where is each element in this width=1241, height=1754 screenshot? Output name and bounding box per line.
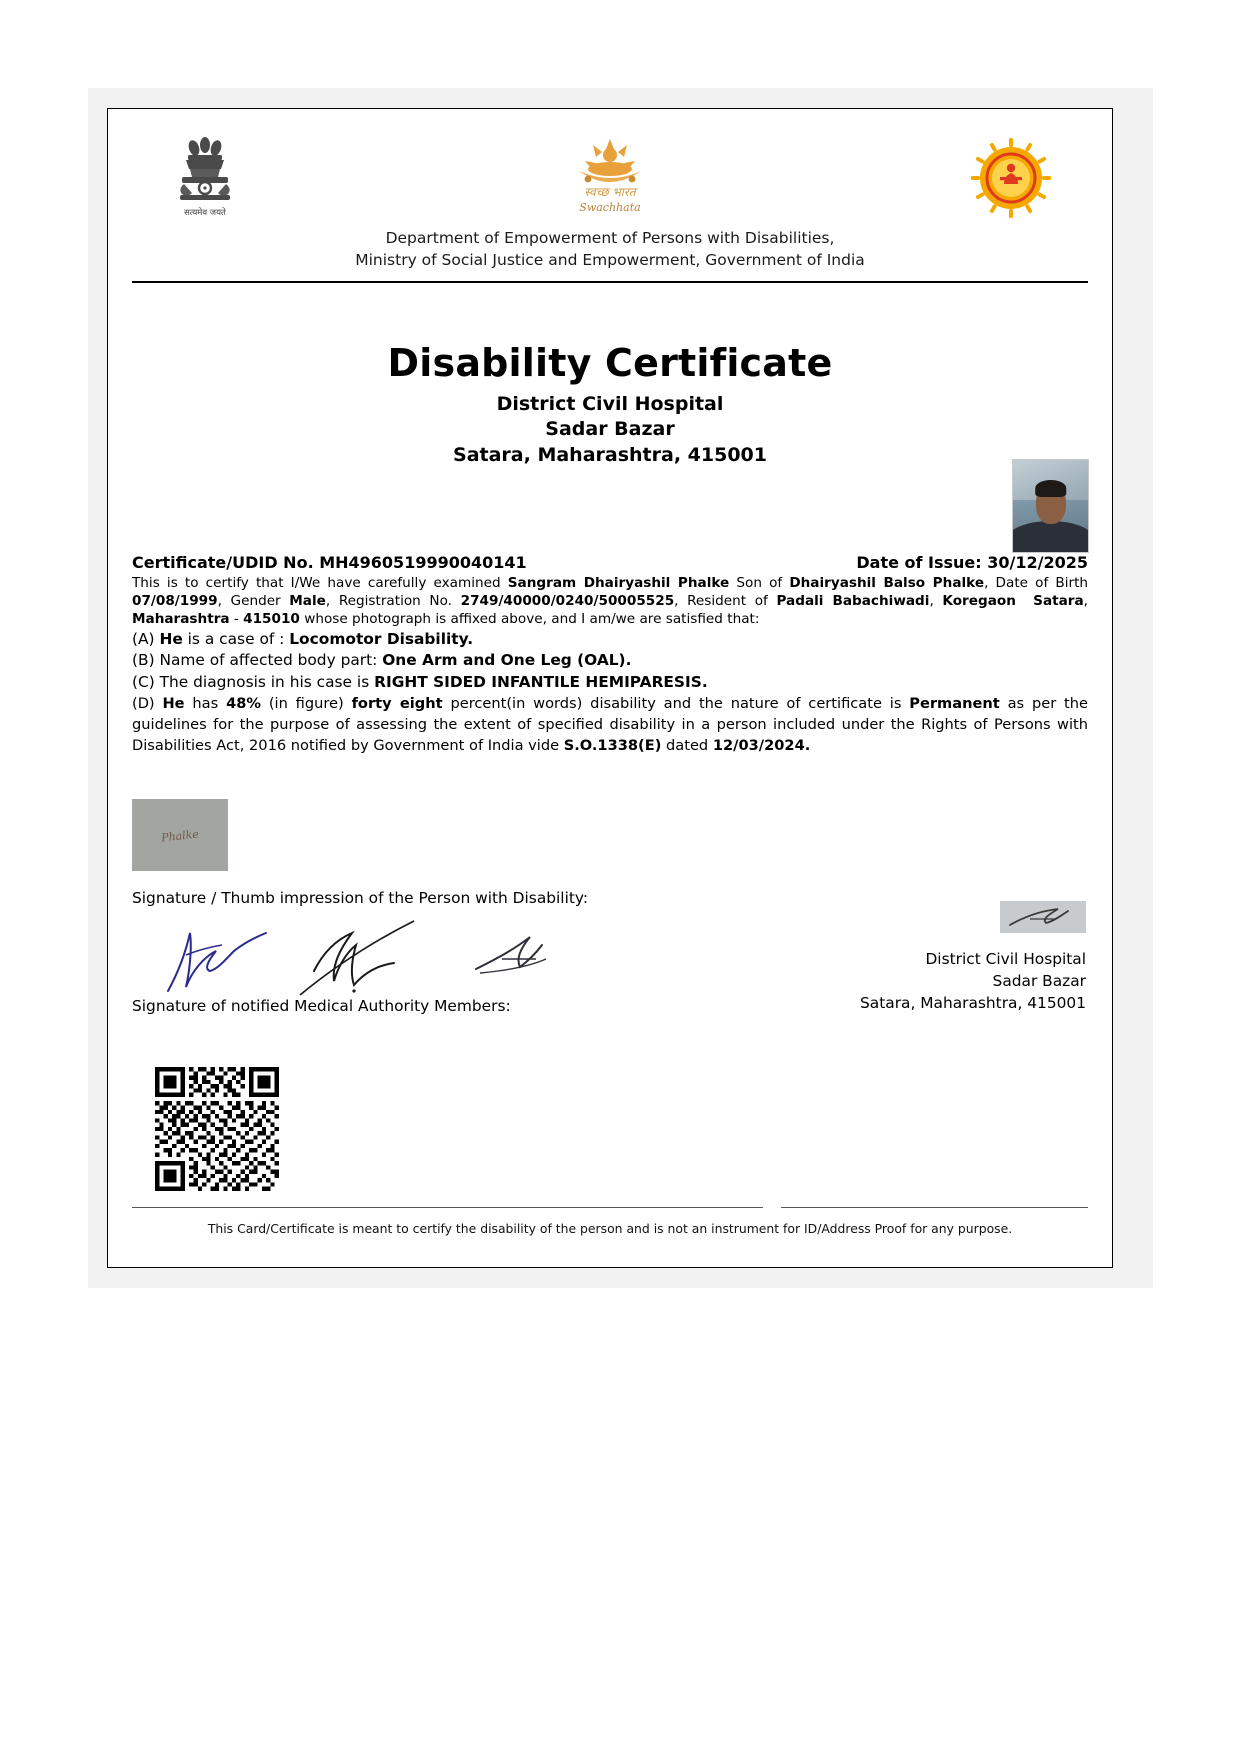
svg-text:सत्यमेव जयते: सत्यमेव जयते [184, 208, 226, 218]
in-figure-label: (in figure) [261, 695, 352, 713]
person-signature-label: Signature / Thumb impression of the Person with Disability: [132, 889, 589, 907]
so-number: S.O.1338(E) [563, 736, 662, 754]
clause-d-pronoun: He [162, 695, 185, 713]
authority-line-2: Sadar Bazar [992, 971, 1086, 990]
signature-member-2 [294, 911, 454, 1005]
authority-line-1: District Civil Hospital [925, 950, 1086, 968]
clause-d [132, 694, 1088, 756]
person-name: Sangram Dhairyashil Phalke [507, 575, 730, 591]
thumb-impression-mark: Phalke [160, 828, 200, 845]
authority-line-3: Satara, Maharashtra, 415001 [860, 993, 1086, 1012]
header-line-2: Ministry of Social Justice and Empowerment, Government of India [355, 251, 865, 269]
india-state-emblem-icon [168, 131, 242, 231]
issuing-hospital-address-2: Satara, Maharashtra, 415001 [453, 443, 767, 466]
clause-a-prefix: (A) [132, 629, 160, 648]
applicant-photo [1012, 459, 1089, 553]
clause-c-prefix: (C) The diagnosis in his case is [132, 673, 375, 692]
gender-value: Male [289, 593, 326, 610]
footer-disclaimer: This Card/Certificate is meant to certify the disability of the person and is not an instrument for ID/Address Proof for any purpose. [207, 1221, 1013, 1236]
certificate-nature: Permanent [909, 695, 1000, 713]
intro-suffix: whose photograph is affixed above, and I am/we are satisfied that: [299, 611, 760, 628]
clause-d-suffix: as per the guidelines for the purpose of assessing the extent of specified disability in a person included under the Rights of Persons with Disabilities Act, 2016 notified by Government of India vide [132, 695, 1089, 754]
resident-label: , Resident of [674, 593, 777, 610]
registration-number: 2749/40000/0240/50005525 [460, 593, 675, 610]
svg-text:Swachhata: Swachhata [579, 201, 641, 214]
footer-divider [132, 1207, 1088, 1209]
address-village: Padali Babachiwadi [776, 593, 930, 610]
examination-statement: This is to certify that I/We have carefully examined Sangram Dhairyashil Phalke Son of Dhairyashil Balso Phalke, Date of Birth 07/08/1999, Gender Male, Registration No. 2749/40000/0240/50005525, Resident of Padali Babachiwadi, Koregaon Satara, Maharashtra - 415010 whose photograph is affixed above, and I am/we are satisfied that: [132, 575, 1089, 628]
registration-label: , Registration No. [325, 593, 461, 610]
disability-type: Locomotor Disability. [289, 629, 474, 648]
gender-label: , Gender [217, 593, 290, 610]
page-title: Disability Certificate [387, 341, 833, 385]
udid-sun-logo-icon [970, 137, 1052, 223]
affected-body-part: One Arm and One Leg (OAL). [382, 651, 632, 670]
disability-percentage-words: forty eight [351, 695, 443, 713]
svg-text:स्वच्छ भारत: स्वच्छ भारत [584, 185, 636, 199]
swachh-bharat-logo-icon [555, 135, 665, 225]
clause-b-prefix: (B) Name of affected body part: [132, 651, 383, 670]
udid-number: Certificate/UDID No. MH4960519990040141 [132, 553, 527, 572]
header-line-1: Department of Empowerment of Persons with Disabilities, [385, 229, 835, 247]
relation-word: Son of [729, 575, 790, 591]
thumb-impression-box [132, 799, 228, 871]
emblem-row [132, 109, 1088, 239]
ministry-header [108, 227, 1112, 271]
signature-member-1 [160, 911, 290, 1001]
header-divider [132, 281, 1088, 283]
diagnosis: RIGHT SIDED INFANTILE HEMIPARESIS. [374, 673, 708, 692]
father-name: Dhairyashil Balso Phalke [789, 575, 985, 591]
disability-percentage: 48% [226, 695, 261, 713]
qr-code[interactable] [155, 1067, 279, 1191]
authority-signature-stamp [1000, 901, 1086, 933]
intro-prefix: This is to certify that I/We have carefully examined [132, 575, 508, 591]
address-taluka: Koregaon [942, 593, 1016, 610]
medical-authority-signatures [132, 911, 602, 997]
date-of-issue: Date of Issue: 30/12/2025 [856, 553, 1088, 572]
clause-c [132, 672, 1088, 694]
clause-a-pronoun: He [159, 629, 183, 648]
clause-a-mid: is a case of : [182, 629, 290, 648]
clause-d-prefix: (D) [132, 695, 163, 713]
issuing-hospital-address-1: Sadar Bazar [545, 418, 675, 441]
dated-label: dated [661, 736, 713, 754]
clause-d-mid: percent(in words) disability and the nature of certificate is [442, 695, 910, 713]
dob-value: 07/08/1999 [132, 593, 218, 610]
notification-date: 12/03/2024. [712, 736, 811, 754]
certificate-body [132, 553, 1088, 756]
certificate-card [107, 108, 1113, 1268]
dob-label: , Date of Birth [984, 575, 1089, 591]
members-signature-label: Signature of notified Medical Authority Members: [132, 997, 511, 1015]
clause-a [132, 629, 1088, 651]
clause-b [132, 650, 1088, 672]
signature-member-3 [472, 925, 592, 993]
issuing-hospital: District Civil Hospital [496, 393, 724, 415]
title-block [132, 341, 1088, 468]
clause-d-has: has [184, 695, 227, 713]
address-state: Maharashtra [132, 611, 230, 628]
address-pincode: 415010 [243, 611, 300, 628]
address-district: Satara [1033, 593, 1084, 610]
udid-and-date-row [132, 553, 1088, 572]
issuing-authority-block [766, 949, 1086, 1015]
